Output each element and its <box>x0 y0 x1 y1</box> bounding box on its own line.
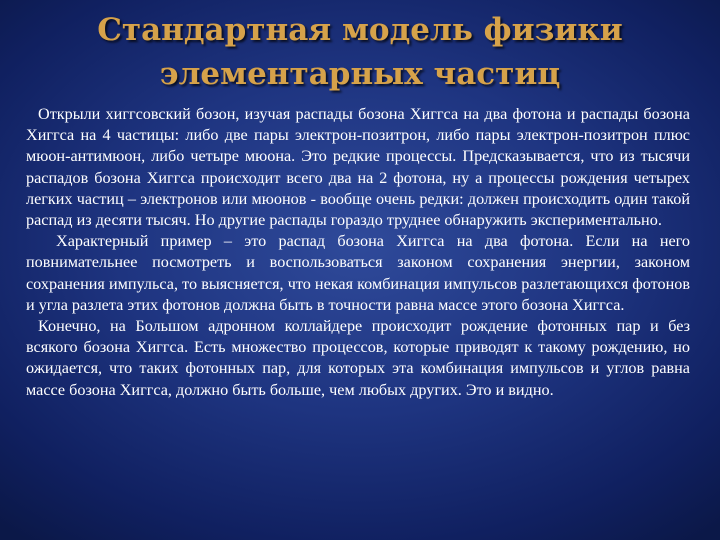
slide-body <box>26 104 690 401</box>
slide-title-line-1: Стандартная модель физики <box>97 12 623 48</box>
body-paragraph-1: Открыли хиггсовский бозон, изучая распады бозона Хиггса на два фотона и распады бозона Хиггса на 4 частицы: либо две пары электрон-позитрон, либо пары электрон-позитрон плюс мюон-антимюон, либо четыре мюона. Это редкие процессы. Предсказывается, что из тысячи распадов бозона Хиггса происходит всего два на 2 фотона, ну а процессы рождения четырех легких частиц – электронов или мюонов - вообще очень редки: должен происходить один такой распад из десяти тысяч. Но другие распады гораздо труднее обнаружить экспериментально. <box>26 105 690 230</box>
body-paragraph-3: Конечно, на Большом адронном коллайдере происходит рождение фотонных пар и без всякого бозона Хиггса. Есть множество процессов, которые приводят к такому рождению, но ожидается, что таких фотонных пар, для которых эта комбинация импульсов и углов равна массе бозона Хиггса, должно быть больше, чем любых других. Это и видно. <box>26 317 690 399</box>
body-paragraph-2: Характерный пример – это распад бозона Хиггса на два фотона. Если на него повнимательнее посмотреть и воспользоваться законом сохранения энергии, законом сохранения импульса, то выясняется, что некая комбинация импульсов разлетающихся фотонов и угла разлета этих фотонов должна быть в точности равна массе этого бозона Хиггса. <box>26 232 690 314</box>
slide-title <box>0 8 720 96</box>
slide-title-line-2: элементарных частиц <box>159 56 561 92</box>
